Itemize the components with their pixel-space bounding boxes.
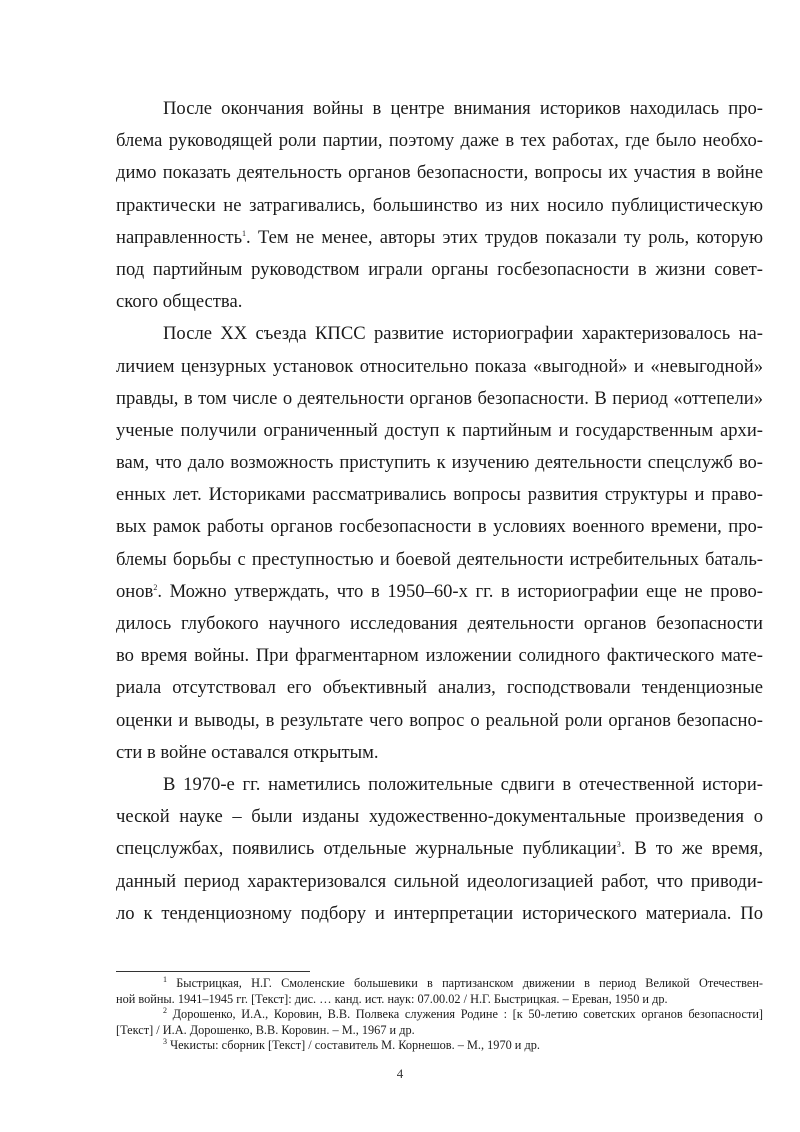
text-line: дилось глубокого научного исследования деятельности органов безопасности <box>116 613 763 634</box>
text-line: ческой науке – были изданы художественно-документальные произведения о <box>116 806 763 828</box>
footnote-text: Чекисты: сборник [Текст] / составитель М. Корнешов. – М., 1970 и др. <box>170 1038 540 1052</box>
text-line: под партийным руководством играли органы госбезопасности в жизни совет- <box>116 258 763 280</box>
paragraph-1 <box>116 93 763 318</box>
footnote-text: Быстрицкая, Н.Г. Смоленские большевики в партизанском движении в период Великой Отечествен- <box>176 976 763 990</box>
footnote-line: ной войны. 1941–1945 гг. [Текст]: дис. … канд. ист. наук: 07.00.02 / Н.Г. Быстрицкая. – Ереван, 1950 и др. <box>116 991 668 1006</box>
text-line: во время войны. При фрагментарном изложении солидного фактического мате- <box>116 645 763 667</box>
text-line: В 1970-е гг. наметились положительные сдвиги в отечественной истори- <box>163 773 763 795</box>
text-line: вых рамок работы органов госбезопасности в условиях военного времени, про- <box>116 516 763 538</box>
text-line: После окончания войны в центре внимания историков находилась про- <box>163 98 763 119</box>
text-segment: спецслужбах, появились отдельные журнальные публикации <box>116 838 617 860</box>
text-segment: . В то же время, <box>620 838 763 860</box>
footnote-ref-2[interactable]: 2 <box>153 582 158 592</box>
body-text <box>116 93 763 930</box>
text-line: практически не затрагивались, большинство из них носило публицистическую <box>116 194 763 216</box>
text-line: личием цензурных установок относительно показа «выгодной» и «невыгодной» <box>116 355 763 377</box>
text-line: блема руководящей роли партии, поэтому даже в тех работах, где было необхо- <box>116 130 763 152</box>
text-line: После XX съезда КПСС развитие историографии характеризовалось на- <box>163 323 763 345</box>
footnote-line <box>116 976 763 992</box>
footnote-1 <box>116 976 763 1007</box>
footnote-line <box>116 1038 763 1054</box>
text-line: енных лет. Историками рассматривались вопросы развития структуры и право- <box>116 484 763 506</box>
text-line: риала отсутствовал его объективный анализ, господствовали тенденциозные <box>116 677 763 699</box>
page-number: 4 <box>396 1066 404 1081</box>
footnote-3 <box>116 1038 763 1054</box>
text-line: оценки и выводы, в результате чего вопрос о реальной роли органов безопасно- <box>116 709 763 731</box>
text-segment: . Можно утверждать, что в 1950–60-х гг. в историографии еще не прово- <box>157 580 763 602</box>
text-segment: . Тем не менее, авторы этих трудов показали ту роль, которую <box>246 226 763 248</box>
text-line <box>116 833 763 865</box>
footnote-text: Дорошенко, И.А., Коровин, В.В. Полвека служения Родине : [к 50-летию советских органов безопасности] <box>172 1007 763 1021</box>
text-line: ло к тенденциозному подбору и интерпретации исторического материала. По <box>116 902 763 924</box>
footnote-2 <box>116 1007 763 1038</box>
text-line: ского общества. <box>116 291 243 313</box>
text-line: блемы борьбы с преступностью и боевой деятельности истребительных баталь- <box>116 548 763 570</box>
footnote-ref-3[interactable]: 3 <box>616 840 621 850</box>
footnote-mark: 2 <box>163 1006 167 1015</box>
footnotes <box>116 976 763 1054</box>
text-line: правды, в том числе о деятельности органов безопасности. В период «оттепели» <box>116 387 763 409</box>
footnote-mark: 3 <box>163 1037 167 1046</box>
footnote-line <box>116 1007 763 1023</box>
text-line: данный период характеризовался сильной идеологизацией работ, что приводи- <box>116 870 763 892</box>
text-line <box>116 576 763 608</box>
text-segment: онов <box>116 580 154 602</box>
text-line: вам, что дало возможность приступить к изучению деятельности спецслужб во- <box>116 452 763 474</box>
text-line: димо показать деятельность органов безопасности, вопросы их участия в войне <box>116 162 763 184</box>
text-line: ученые получили ограниченный доступ к партийным и государственным архи- <box>116 419 763 441</box>
text-line: сти в войне оставался открытым. <box>116 741 379 763</box>
footnote-separator <box>116 971 310 972</box>
text-line <box>116 222 763 254</box>
footnote-line: [Текст] / И.А. Дорошенко, В.В. Коровин. – М., 1967 и др. <box>116 1022 415 1037</box>
footnote-mark: 1 <box>163 975 167 984</box>
text-segment: направленность <box>116 226 243 248</box>
paragraph-3 <box>116 769 763 930</box>
footnote-ref-1[interactable]: 1 <box>242 228 247 238</box>
paragraph-2 <box>116 318 763 769</box>
